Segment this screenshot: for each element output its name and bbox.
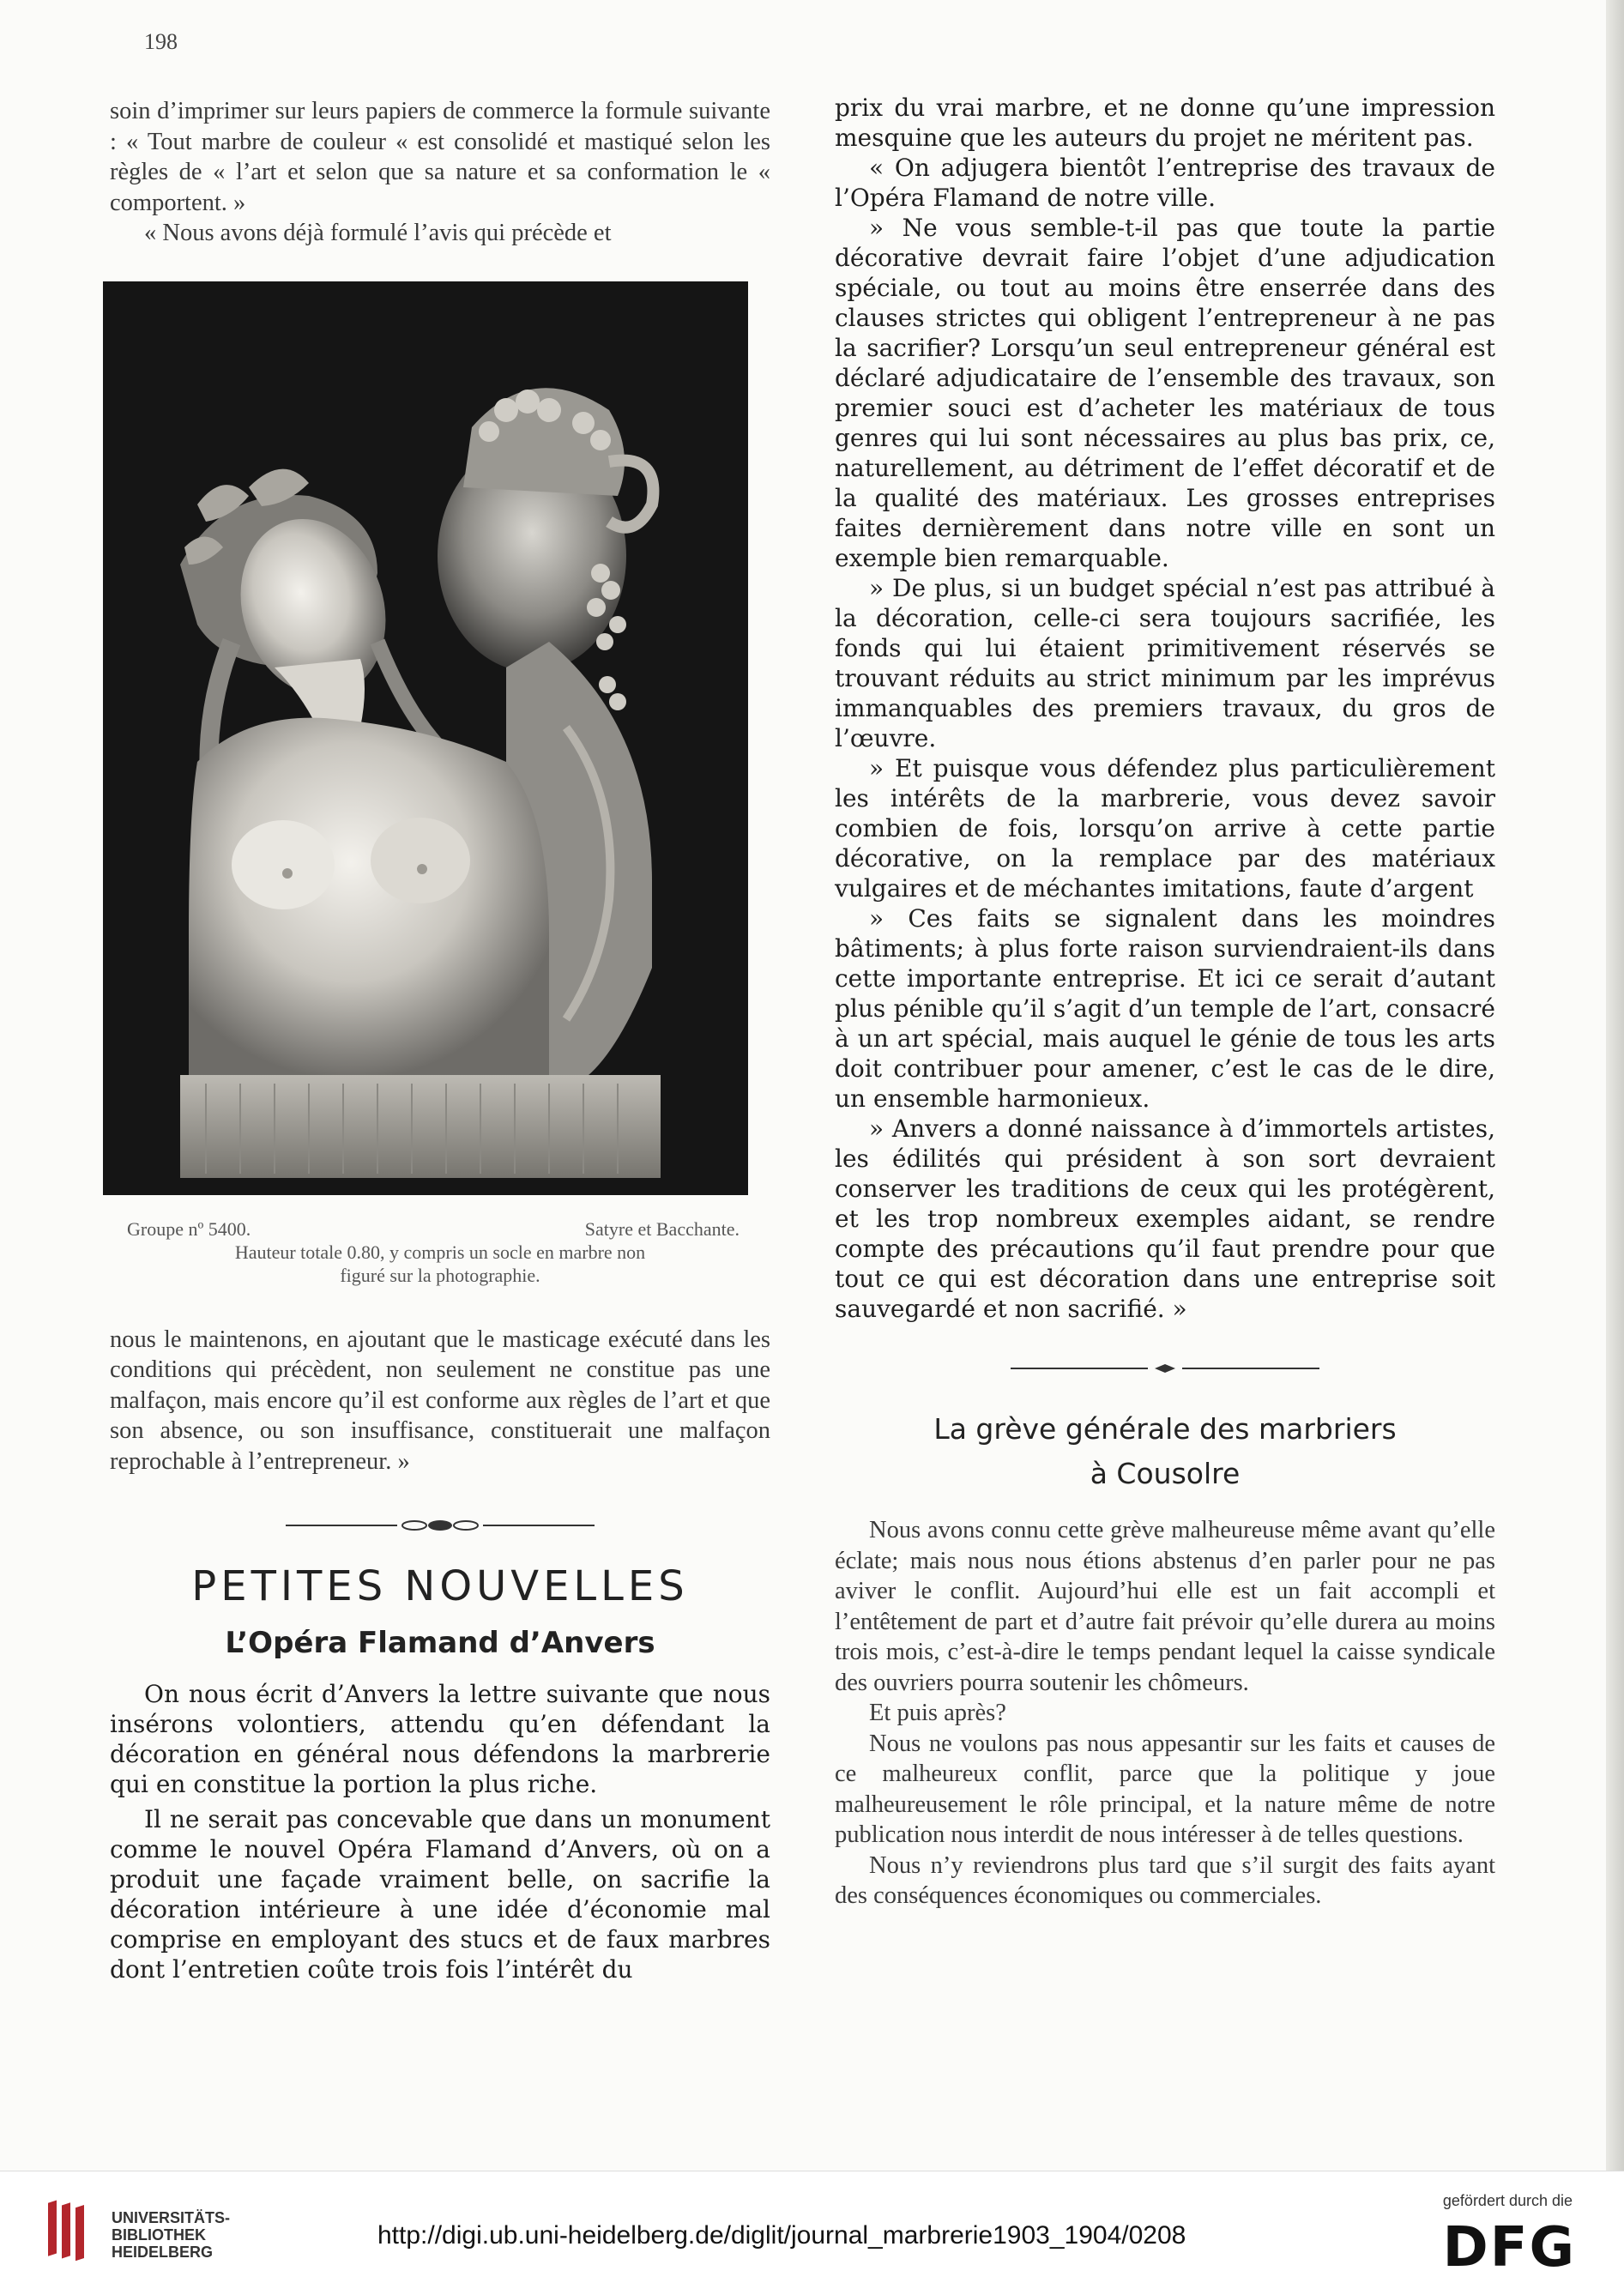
news-paragraph-intro: On nous écrit d’Anvers la lettre suivante que nous insérons volontiers, attendu qu’en défendant la décoration en général nous défendons la marbrerie qui en constitue la portion la plus riche.: [110, 1680, 770, 1798]
section-divider-ornament: [110, 1518, 770, 1537]
permalink-url[interactable]: http://digi.ub.uni-heidelberg.de/diglit/journal_marbrerie1903_1904/0208: [377, 2221, 1186, 2250]
right-divider-svg: [1011, 1362, 1319, 1374]
caption-group-number: Groupe nº 5400.: [127, 1217, 251, 1240]
scan-page-edge: [1606, 0, 1624, 2171]
strike-paragraph-4: Nous n’y reviendrons plus tard que s’il surgit des faits ayant des conséquences économiques ou commerciales.: [835, 1851, 1495, 1909]
section-title: PETITES NOUVELLES: [191, 1562, 689, 1610]
caption-line-3: figuré sur la photographie.: [340, 1264, 540, 1286]
caption-row-1: [110, 1217, 770, 1241]
library-name: [112, 2209, 230, 2261]
digitization-footer: [0, 2171, 1624, 2295]
caption-line-2: Hauteur totale 0.80, y compris un socle en marbre non: [234, 1241, 646, 1263]
letter-paragraph-4: » De plus, si un budget spécial n’est pas attribué à la décoration, celle-ci sera toujours sacrifiée, les fonds qui lui étaient primitivement réservés se trouvant réduits au strict minimum par les imprévus immanquables des premiers travaux, du gros de l’œuvre.: [835, 574, 1495, 752]
news-paragraph-letter-start: Il ne serait pas concevable que dans un monument comme le nouvel Opéra Flamand d’Anvers, où on a produit une façade vraiment belle, on sacrifie la décoration intérieure à une idée d’économie mal comprise en employant des stucs et de faux marbres dont l’entretien coûte trois fois l’intérêt du: [110, 1805, 770, 1984]
library-line-2: BIBLIOTHEK: [112, 2226, 206, 2244]
opinion-paragraph-start: « Nous avons déjà formulé l’avis qui précède et: [144, 220, 612, 246]
dfg-logo: DFG: [1442, 2216, 1576, 2280]
opinion-paragraph-end: nous le maintenons, en ajoutant que le masticage exécuté dans les conditions qui précèdent, non seulement ne constitue pas une malfaçon, mais encore qu’il est conforme aux règles de l’art et que son absence, ou son insuffisance, constituerait une malfaçon reprochable à l’entrepreneur. »: [110, 1326, 770, 1475]
satyr-bacchante-image: [103, 281, 748, 1195]
strike-title-line-2: à Cousolre: [1090, 1457, 1241, 1490]
letter-paragraph-1: prix du vrai marbre, et ne donne qu’une impression mesquine que les auteurs du projet ne méritent pas.: [835, 94, 1495, 152]
strike-title-line-1: La grève générale des marbriers: [933, 1412, 1397, 1446]
photo-caption: [110, 1217, 770, 1287]
letter-paragraph-3: » Ne vous semble-t-il pas que toute la partie décorative devrait faire l’objet d’une adjudication spéciale, ou tout au moins être enserrée dans des clauses strictes qui obligent l’entrepreneur à ne pas la sacrifier? Lorsqu’un seul entrepreneur général est déclaré adjudicataire de l’ensemble des travaux, son premier souci est d’acheter les matériaux de tous genres qui lui sont nécessaires au plus bas prix, ce, naturellement, au détriment de l’effet décoratif et de la qualité des matériaux. Les grosses entreprises faites dernièrement dans notre ville en sont un exemple bien remarquable.: [835, 214, 1495, 572]
library-line-3: HEIDELBERG: [112, 2244, 214, 2261]
letter-paragraph-6: » Ces faits se signalent dans les moindres bâtiments; à plus forte raison surviendraient-ils dans cette importante entreprise. Et ici ce serait d’autant plus pénible qu’il s’agit d’un temple de l’art, consacré à un art spécial, mais auquel le génie de tous les arts doit contribuer pour amener, c’est le cas de le dire, un ensemble harmonieux.: [835, 904, 1495, 1113]
right-divider-ornament: [835, 1362, 1495, 1378]
strike-paragraph-3: Nous ne voulons pas nous appesantir sur les faits et causes de ce malheureux conflit, parce que la politique y joue malheureusement le rôle principal, et la nature même de notre publication nous interdit de nous intéresser à de telles questions.: [835, 1730, 1495, 1848]
letter-paragraph-2: « On adjugera bientôt l’entreprise des travaux de l’Opéra Flamand de notre ville.: [835, 154, 1495, 212]
library-line-1: UNIVERSITÄTS-: [112, 2209, 231, 2226]
university-library-logo-icon: [45, 2197, 96, 2264]
quoted-formula-paragraph: soin d’imprimer sur leurs papiers de commerce la formule suivante : « Tout marbre de couleur « est consolidé et mastiqué selon les règles de « l’art et selon que sa nature et sa conformation le « comportent. »: [110, 98, 770, 216]
sculpture-photograph: [103, 281, 748, 1195]
article-title-opera: L’Opéra Flamand d’Anvers: [225, 1626, 655, 1660]
right-column: [835, 93, 1495, 1911]
left-column: [110, 96, 770, 1984]
page-number: 198: [144, 29, 178, 54]
article-title-strike: [835, 1407, 1495, 1496]
letter-paragraph-7: » Anvers a donné naissance à d’immortels artistes, les édilités qui président à son sort devraient conserver les traditions de ceux qui les protégèrent, et les trop nombreux exemples aidant, se rendre compte des précautions qu’il faut prendre pour que tout ce qui est décoration dans une entreprise soit sauvegardé et non sacrifié. »: [835, 1114, 1495, 1323]
divider-ornament-svg: [286, 1518, 595, 1533]
strike-paragraph-1: Nous avons connu cette grève malheureuse même avant qu’elle éclate; mais nous nous étions abstenus d’en parler pour ne pas aviver le conflit. Aujourd’hui elle est un fait accompli et l’entêtement de part et d’autre fait prévoir qu’elle durera au moins trois mois, c’est-à-dire le temps pendant lequel la caisse syndicale des ouvriers pourra soutenir les chômeurs.: [835, 1517, 1495, 1696]
funder-label: gefördert durch die: [1442, 2192, 1573, 2209]
letter-paragraph-5: » Et puisque vous défendez plus particulièrement les intérêts de la marbrerie, vous devez savoir combien de fois, lorsqu’on arrive à cette partie décorative, on la remplace par des matériaux vulgaires et de méchantes imitations, faute d’argent: [835, 754, 1495, 903]
caption-title: Satyre et Bacchante.: [584, 1217, 740, 1240]
strike-paragraph-2: Et puis après?: [869, 1700, 1006, 1726]
